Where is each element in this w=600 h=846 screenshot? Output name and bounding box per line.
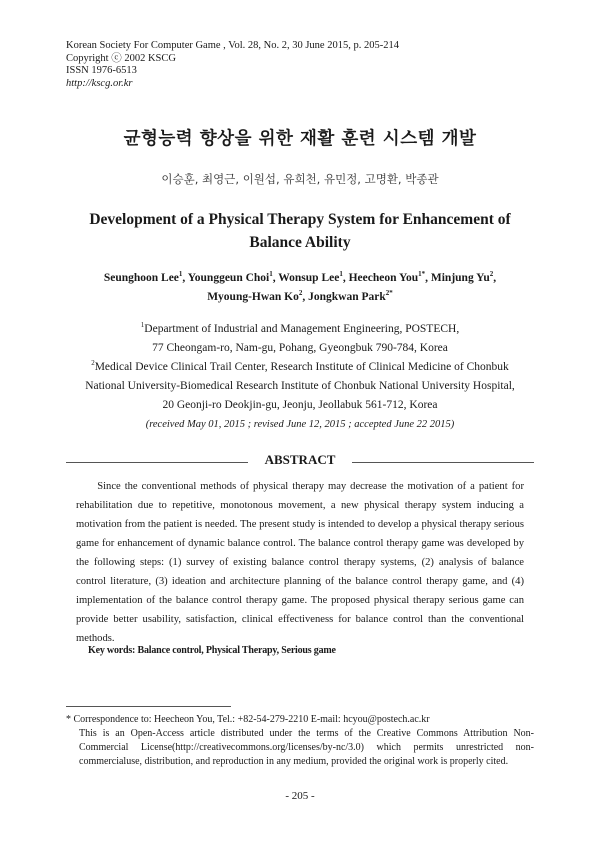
author-name: Myoung-Hwan Ko (207, 291, 299, 303)
author-affil-mark: 1 (339, 270, 343, 279)
author-name: Jongkwan Park (308, 291, 386, 303)
abstract-heading-row (66, 452, 534, 472)
keywords (88, 645, 336, 656)
abstract-text: Since the conventional methods of physical therapy may decrease the motivation of a patient for rehabilitation due to repetitive, monotonous movement, a new physical therapy system inducing a motivation from the patient is needed. The present study is intended to develop a physical therapy serious game for enhancement of dynamic balance control. The balance control therapy game was developed by the following steps: (1) survey of existing balance control therapy systems, (2) analysis of balance control literature, (3) ideation and architecture planning of the balance control therapy game, and (4) implementation of the balance control therapy game. The proposed physical therapy serious game can provide better usability, satisfaction, clinical effectiveness for balance control than the conventional methods. (76, 481, 524, 644)
affil-mark: 1 (140, 321, 145, 330)
keywords-text: Balance control, Physical Therapy, Serious game (137, 645, 336, 656)
journal-url[interactable]: http://kscg.or.kr (66, 77, 133, 89)
affiliation-1-line-2: 77 Cheongam-ro, Nam-gu, Pohang, Gyeongbuk 790-784, Korea (152, 342, 448, 354)
affiliation-2-line-2: National University-Biomedical Research Institute of Chonbuk National University Hospital, (85, 380, 515, 392)
author-name: Seunghoon Lee (103, 272, 179, 284)
author-name: Wonsup Lee (278, 272, 340, 284)
copyright-line: Copyright ⓒ 2002 KSCG (66, 52, 176, 64)
abstract-rule-right (352, 462, 534, 463)
affiliation-2-line-1: Medical Device Clinical Trail Center, Research Institute of Clinical Medicine of Chonbuk (94, 361, 509, 373)
author-name: Heecheon You (348, 272, 419, 284)
affil-mark: 2 (91, 359, 95, 368)
korean-title: 균형능력 향상을 위한 재활 훈련 시스템 개발 (123, 129, 477, 149)
english-authors: Seunghoon Lee$^1$, Younggeun Choi$^1$, Wonsup Lee$^1$, Heecheon You$^{1*}$, Minjung Yu$^2$, Myoung-Hwan Ko$^2$, Jongkwan Park$^{2*}$ (103, 270, 497, 303)
affiliation-1-line-1: Department of Industrial and Management Engineering, POSTECH, (144, 323, 460, 335)
author-name: Younggeun Choi (187, 272, 270, 284)
license-note: This is an Open-Access article distributed under the terms of the Creative Commons Attribution Non-Commercial License(http://creativecommons.org/licenses/by-nc/3.0) which permits unrestricted non-commercialuse, distribution, and reproduction in any medium, provided the original work is properly cited. (79, 728, 534, 767)
author-affil-mark: 2 (489, 270, 494, 279)
english-title: Development of a Physical Therapy System for Enhancement of Balance Ability (89, 211, 511, 251)
author-affil-mark: 1* (418, 270, 426, 279)
footnote-divider (66, 706, 231, 707)
author-affil-mark: 1 (269, 270, 273, 279)
author-affil-mark: 2* (385, 289, 393, 298)
affiliation-2-line-3: 20 Geonji-ro Deokjin-gu, Jeonju, Jeollabuk 561-712, Korea (162, 399, 438, 411)
korean-authors: 이승훈, 최영근, 이원섭, 유희천, 유민정, 고명환, 박종관 (161, 172, 439, 186)
issn-line: ISSN 1976-6513 (66, 65, 137, 76)
author-affil-mark: 1 (178, 270, 183, 279)
author-name: Minjung Yu (430, 272, 490, 284)
journal-citation: Korean Society For Computer Game , Vol. 28, No. 2, 30 June 2015, p. 205-214 (66, 40, 399, 51)
keywords-label: Key words: (88, 645, 138, 656)
author-affil-mark: 2 (298, 289, 303, 298)
abstract-heading: ABSTRACT (264, 452, 336, 467)
submission-dates: (received May 01, 2015 ; revised June 12, 2015 ; accepted June 22 2015) (145, 419, 455, 430)
footnote (66, 713, 534, 769)
affiliations (50, 320, 550, 434)
page-number: - 205 - (285, 790, 315, 802)
journal-header (66, 40, 399, 90)
correspondence-note: * Correspondence to: Heecheon You, Tel.: +82-54-279-2210 E-mail: hcyou@postech.ac.kr (66, 714, 430, 725)
